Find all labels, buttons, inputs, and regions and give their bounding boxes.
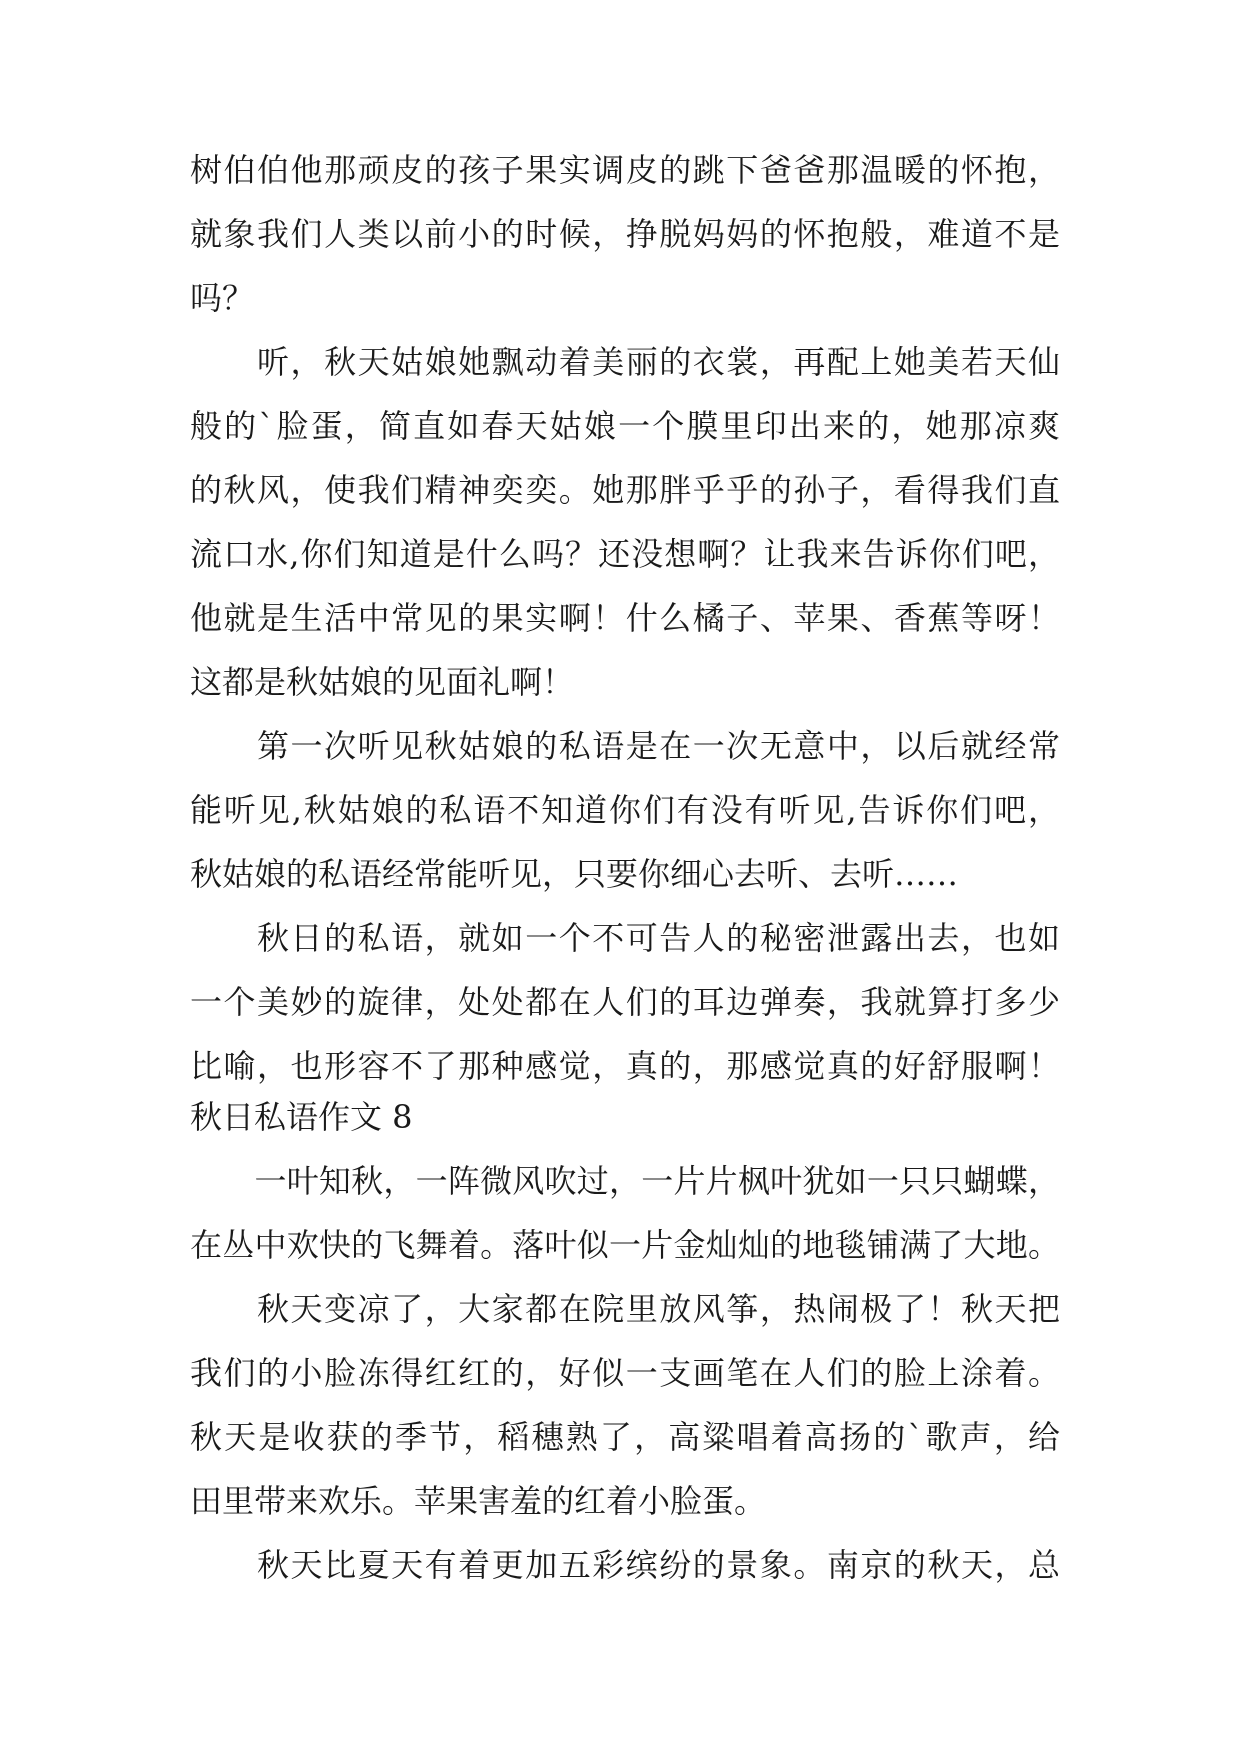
text-line: 我们的小脸冻得红红的，好似一支画笔在人们的脸上涂着。: [190, 1354, 1060, 1392]
text-line: 一叶知秋，一阵微风吹过，一片片枫叶犹如一只只蝴蝶，: [190, 1162, 1060, 1200]
text-line: 第一次听见秋姑娘的私语是在一次无意中，以后就经常: [190, 727, 1060, 765]
paragraph: [190, 906, 1060, 1098]
section-1-body: [190, 138, 1060, 1098]
section-2: [190, 1085, 1060, 1597]
text-line: 流口水,你们知道是什么吗？还没想啊？让我来告诉你们吧，: [190, 535, 1060, 573]
text-line: 就象我们人类以前小的时候，挣脱妈妈的怀抱般，难道不是: [190, 215, 1060, 253]
paragraph: [190, 1149, 1060, 1277]
text-line: 他就是生活中常见的果实啊！什么橘子、苹果、香蕉等呀！: [190, 599, 1060, 637]
text-line: 能听见,秋姑娘的私语不知道你们有没有听见,告诉你们吧，: [190, 791, 1060, 829]
section-heading: 秋日私语作文 8: [190, 1098, 413, 1136]
text-line: 树伯伯他那顽皮的孩子果实调皮的跳下爸爸那温暖的怀抱，: [190, 151, 1060, 189]
paragraph: [190, 138, 1060, 330]
paragraph: [190, 714, 1060, 906]
text-line: 的秋风，使我们精神奕奕。她那胖乎乎的孙子，看得我们直: [190, 471, 1060, 509]
text-line: 秋天变凉了，大家都在院里放风筝，热闹极了！秋天把: [190, 1290, 1060, 1328]
text-line: 秋姑娘的私语经常能听见，只要你细心去听、去听……: [190, 855, 959, 893]
text-line: 一个美妙的旋律，处处都在人们的耳边弹奏，我就算打多少: [190, 983, 1060, 1021]
paragraph: [190, 1533, 1060, 1597]
paragraph: [190, 330, 1060, 714]
paragraph: [190, 1277, 1060, 1533]
text-line: 秋日的私语，就如一个不可告人的秘密泄露出去，也如: [190, 919, 1060, 957]
text-line: 田里带来欢乐。苹果害羞的红着小脸蛋。: [190, 1482, 767, 1520]
text-line: 般的`脸蛋，简直如春天姑娘一个膜里印出来的，她那凉爽: [190, 407, 1060, 445]
text-line: 秋天是收获的季节，稻穗熟了，高粱唱着高扬的`歌声，给: [190, 1418, 1060, 1456]
text-line: 听，秋天姑娘她飘动着美丽的衣裳，再配上她美若天仙: [190, 343, 1060, 381]
text-line: 这都是秋姑娘的见面礼啊！: [190, 663, 575, 701]
text-line: 吗？: [190, 279, 255, 317]
text-line: 秋天比夏天有着更加五彩缤纷的景象。南京的秋天，总: [190, 1546, 1060, 1584]
text-line: 在丛中欢快的飞舞着。落叶似一片金灿灿的地毯铺满了大地。: [190, 1226, 1060, 1264]
text-line: 比喻，也形容不了那种感觉，真的，那感觉真的好舒服啊！: [190, 1047, 1060, 1085]
